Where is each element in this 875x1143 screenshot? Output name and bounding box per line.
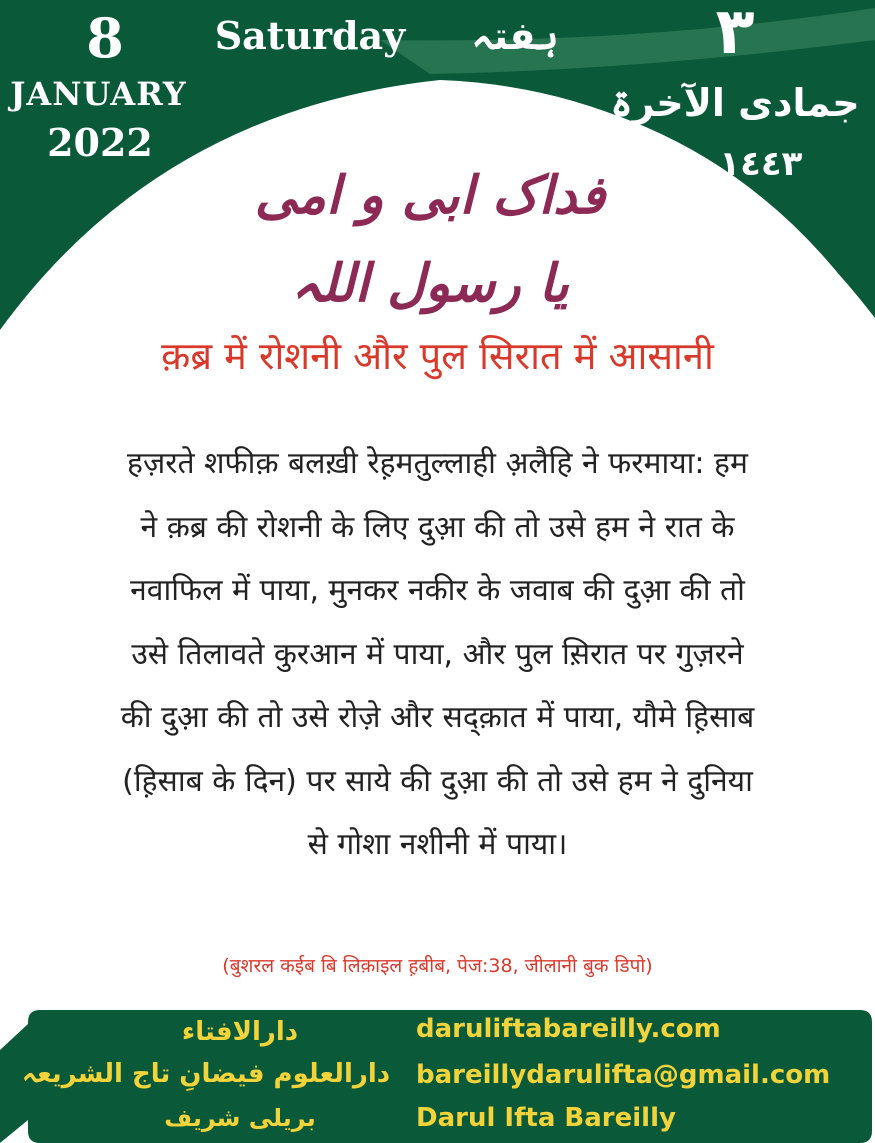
email-link[interactable]: bareillydarulifta@gmail.com xyxy=(416,1060,831,1090)
hijri-day: ٣ xyxy=(715,0,755,69)
footer-urdu-darul-ifta: دارالافتاء xyxy=(181,1017,299,1047)
source-reference: (बुशरल कईब बि लिक़ाइल ह़बीब, पेज:38, जीलानी बुक डिपो) xyxy=(222,955,653,977)
body-line: उसे तिलावते कुरआन में पाया, और पुल स़िरात पर गुज़रने xyxy=(131,636,744,672)
gregorian-year: 2022 xyxy=(47,120,153,165)
gregorian-month: JANUARY xyxy=(10,75,187,113)
footer-urdu-institution: دارالعلوم فیضانِ تاج الشریعہ xyxy=(21,1059,391,1089)
weekday-urdu: ہفتہ xyxy=(471,14,559,58)
body-line: (ह़िसाब के दिन) पर साये की दुआ़ की तो उसे हम ने दुनिया xyxy=(122,763,753,799)
body-line: हज़रते शफीक़ बलख़ी रेह़मतुल्लाही अ़लैहि ने फरमाया: हम xyxy=(127,446,748,481)
body-line: ने क़ब्र की रोशनी के लिए दुआ़ की तो उसे हम ने रात के xyxy=(140,509,735,545)
gregorian-day: 8 xyxy=(86,6,124,70)
organization-name: Darul Ifta Bareilly xyxy=(416,1103,676,1133)
body-line: नवाफिल में पाया, मुनकर नकीर के जवाब की दुआ़ की तो xyxy=(130,573,745,608)
body-line: की दुआ़ की तो उसे रोज़े और सद्क़ात में पाया, यौमे ह़िसाब xyxy=(120,700,755,735)
weekday-english: Saturday xyxy=(214,13,406,58)
hijri-year: ١٤٤٣ھ xyxy=(687,144,803,184)
website-link[interactable]: daruliftabareilly.com xyxy=(416,1014,721,1044)
calligraphy-logo: فداک ابی و امی یا رسول اللہ xyxy=(254,165,606,314)
article-title: क़ब्र में रोशनी और पुल सिरात में आसानी xyxy=(161,334,714,378)
body-line: से गोशा नशीनी में पाया। xyxy=(307,827,568,862)
hijri-month: جمادی الآخرۃ xyxy=(610,81,860,125)
footer-urdu-city: بریلی شریف xyxy=(164,1104,316,1132)
article-body xyxy=(30,432,845,877)
